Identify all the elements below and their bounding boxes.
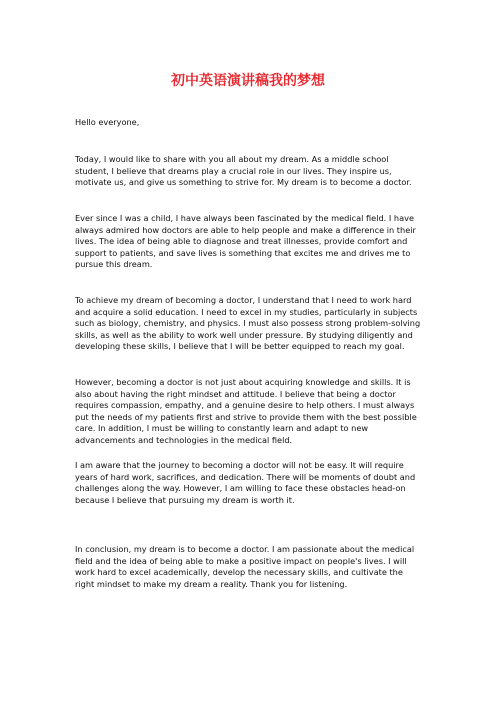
paragraph-intro: Today, I would like to share with you all about my dream. As a middle school student, I believe that dreams play a crucial role in our lives. They inspire us, motivate us, and give us something to strive for. My dream is to become a doctor. — [75, 154, 412, 188]
paragraph-mindset: However, becoming a doctor is not just about acquiring knowledge and skills. It is also about having the right mindset and attitude. I believe that being a doctor requires compassion, empathy, and a genuine desire to help others. I must always put the needs of my patients first and strive to provide them with the best possible care. In addition, I must be willing to constantly learn and adapt to new advancements and technologies in the medical field. — [75, 377, 417, 445]
paragraph-childhood: Ever since I was a child, I have always been fascinated by the medical field. I have always admired how doctors are able to help people and make a difference in their lives. The idea of being able to diagnose and treat illnesses, provide comfort and support to patients, and save lives is something that excites me and drives me to pursue this dream. — [75, 213, 416, 270]
paragraph-challenges: I am aware that the journey to becoming a doctor will not be easy. It will require years of hard work, sacrifices, and dedication. There will be moments of doubt and challenges along the way. However, I am willing to face these obstacles head-on because I believe that pursuing my dream is worth it. — [75, 460, 416, 505]
paragraph-education: To achieve my dream of becoming a doctor, I understand that I need to work hard and acquire a solid education. I need to excel in my studies, particularly in subjects such as biology, chemistry, and physics. I must also possess strong problem-solving skills, as well as the ability to work well under pressure. By studying diligently and developing these skills, I believe that I will be better equipped to reach my goal. — [75, 295, 421, 352]
greeting: Hello everyone, — [75, 117, 140, 127]
document-title: 初中英语演讲稿我的梦想 — [171, 73, 325, 89]
paragraph-conclusion: In conclusion, my dream is to become a doctor. I am passionate about the medical field and the idea of being able to make a positive impact on people's lives. I will work hard to excel academically, develop the necessary skills, and cultivate the right mindset to make my dream a reality. Thank you for listening. — [75, 544, 415, 589]
